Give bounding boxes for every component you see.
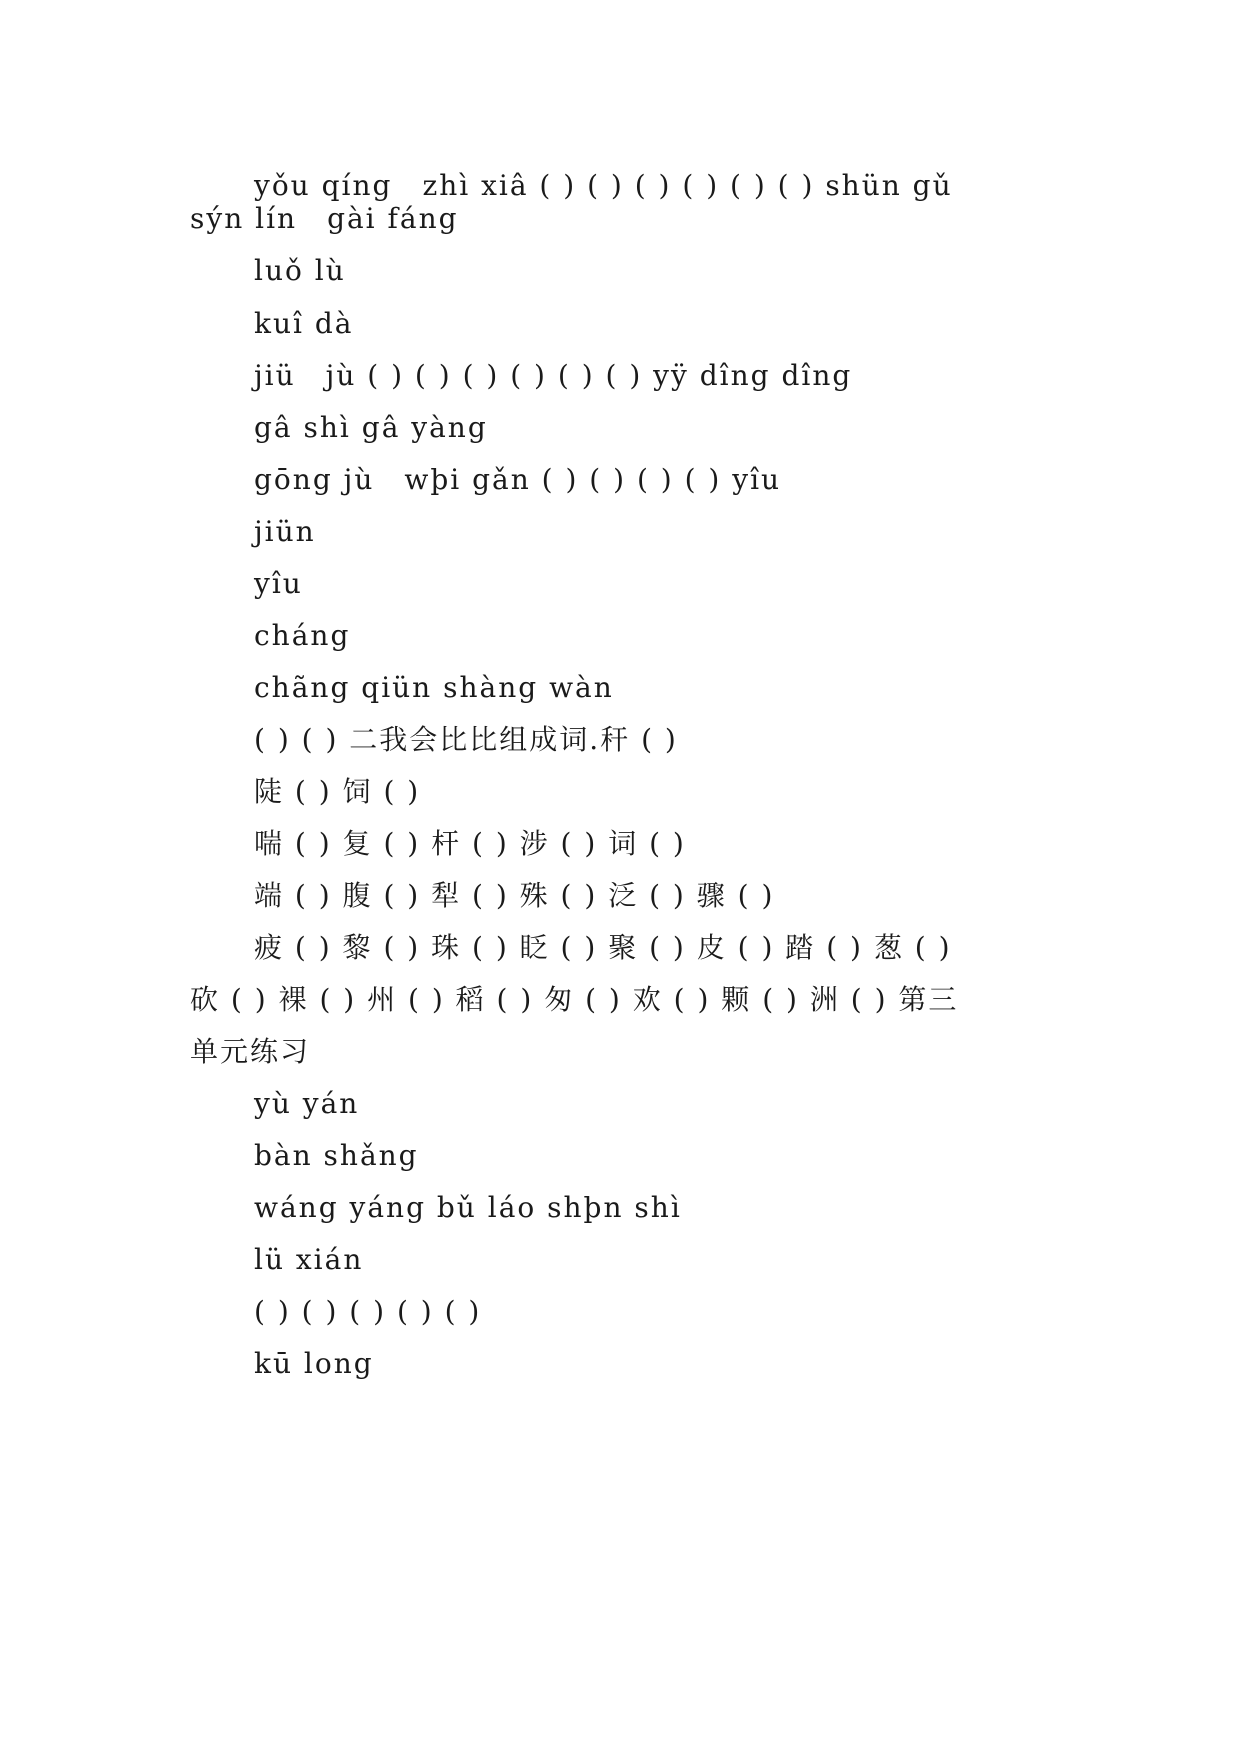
text-line: gōng jù wþi gǎn ( ) ( ) ( ) ( ) yîu [254,463,782,496]
text-line: wáng yáng bǔ láo shþn shì [254,1191,682,1224]
text-line: 疲 ( ) 黎 ( ) 珠 ( ) 眨 ( ) 聚 ( ) 皮 ( ) 踏 ( ) 葱 ( ) [254,931,952,964]
text-line: kuî dà [254,307,354,340]
text-line: chãng qiün shàng wàn [254,671,614,704]
text-line: 砍 ( ) 裸 ( ) 州 ( ) 稻 ( ) 匆 ( ) 欢 ( ) 颗 ( ) 洲 ( ) 第三 [190,983,959,1016]
text-line: 单元练习 [190,1035,311,1068]
text-line: yîu [254,567,303,600]
text-line: ( ) ( ) 二我会比比组成词.秆 ( ) [254,723,678,756]
text-line: lü xián [254,1243,364,1276]
text-line: 喘 ( ) 复 ( ) 杆 ( ) 涉 ( ) 词 ( ) [254,827,686,860]
text-line: jiün [254,515,316,548]
text-line: cháng [254,619,351,652]
text-line: 端 ( ) 腹 ( ) 犁 ( ) 殊 ( ) 泛 ( ) 骤 ( ) [254,879,775,912]
text-line: luǒ lù [254,254,346,287]
text-line: ( ) ( ) ( ) ( ) ( ) [254,1295,482,1328]
text-line: 陡 ( ) 饲 ( ) [254,775,421,808]
text-line: yù yán [254,1087,360,1120]
text-line: yǒu qíng zhì xiâ ( ) ( ) ( ) ( ) ( ) ( ) shün gǔ [254,169,953,202]
text-line: sýn lín gài fáng [190,202,459,235]
text-line: kū long [254,1347,374,1380]
text-line: jiü jù ( ) ( ) ( ) ( ) ( ) ( ) yÿ dîng dîng [254,359,853,392]
text-line: gâ shì gâ yàng [254,411,488,444]
text-line: bàn shǎng [254,1139,419,1172]
